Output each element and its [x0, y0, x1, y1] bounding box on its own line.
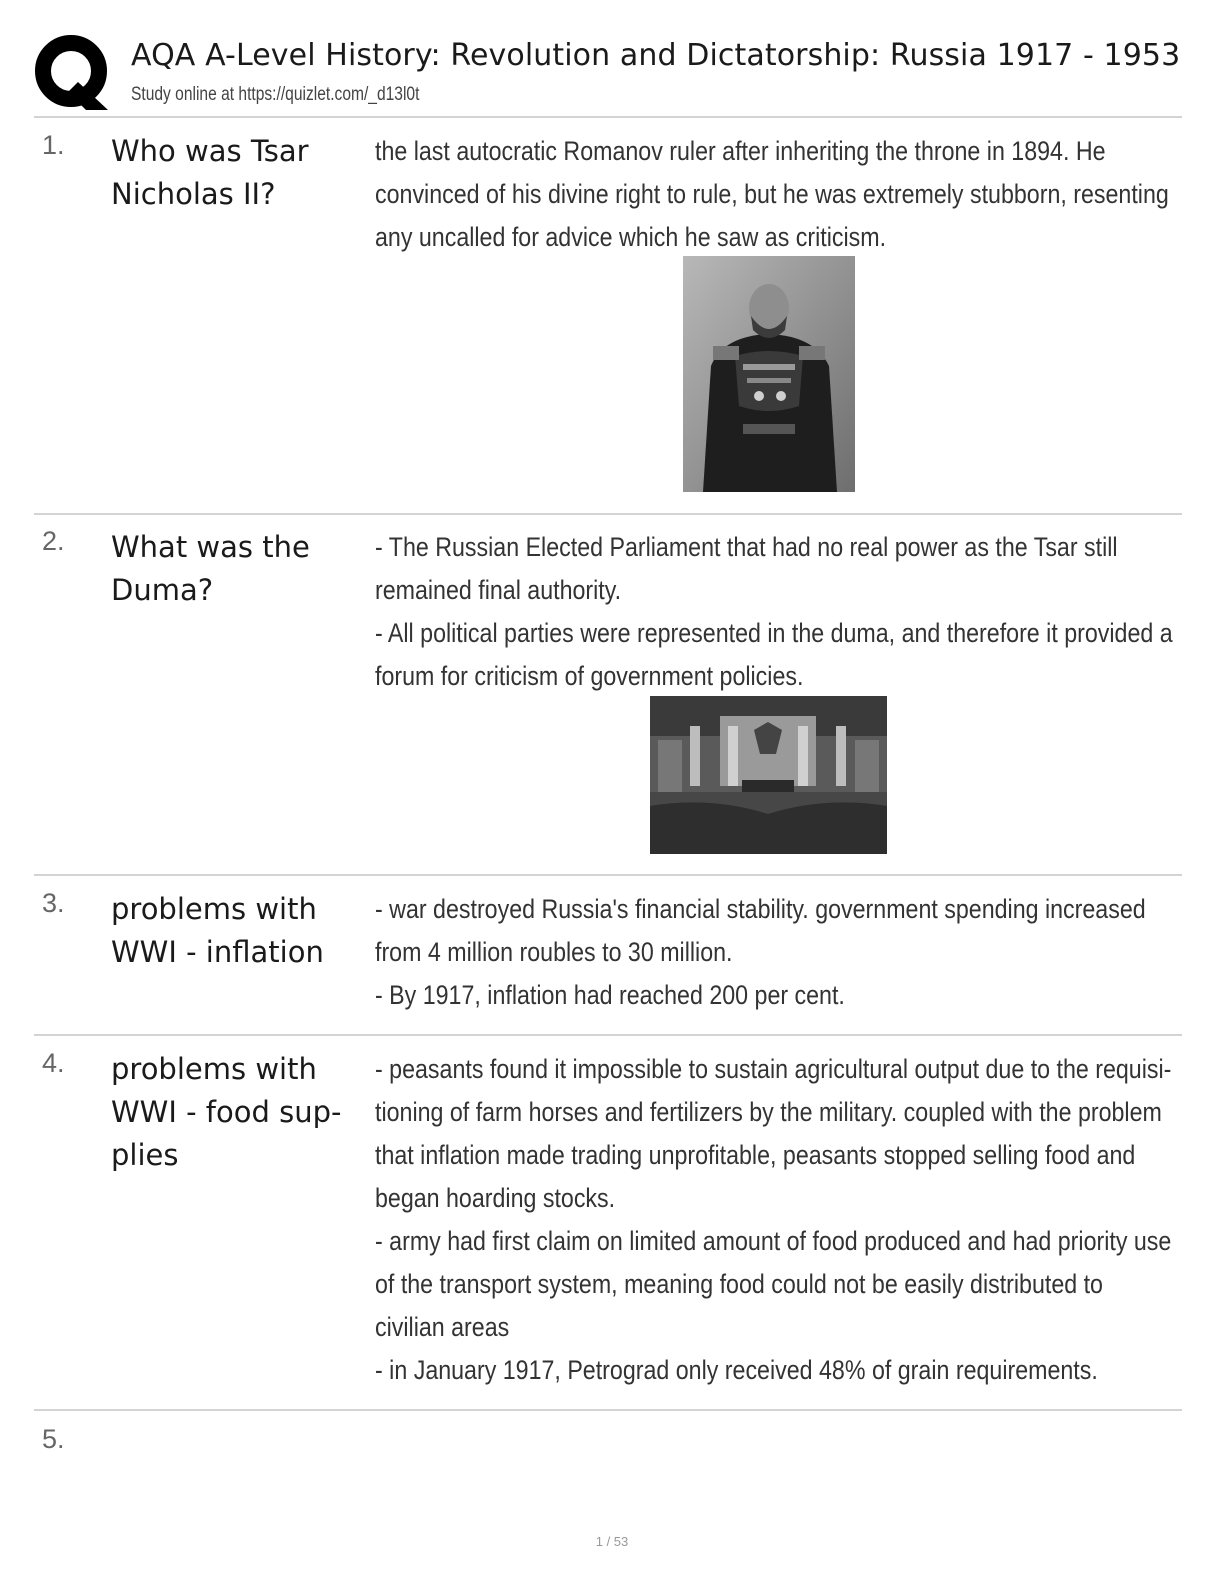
card-definition — [375, 526, 1175, 698]
definition-line: - army had first claim on limited amount of food produced and had priority use of the transport system, meaning food could not be easily distributed to civilian areas — [375, 1226, 1172, 1342]
definition-line: - By 1917, inflation had reached 200 per cent. — [375, 980, 845, 1010]
card-term: problems with WWI - inflation — [111, 892, 324, 969]
divider — [34, 116, 1182, 118]
card-definition — [375, 888, 1175, 1017]
definition-line: - The Russian Elected Parliament that had no real power as the Tsar still remained final authority. — [375, 532, 1118, 605]
card-number: 4. — [42, 1048, 65, 1078]
definition-line: - in January 1917, Petrograd only received 48% of grain requirements. — [375, 1355, 1098, 1385]
card-number: 3. — [42, 888, 65, 918]
duma-hall-photo — [650, 696, 887, 854]
card-number: 5. — [42, 1424, 65, 1454]
card-term: What was the Duma? — [111, 530, 310, 607]
card-term: Who was Tsar Nicholas II? — [111, 134, 309, 211]
divider — [34, 1409, 1182, 1411]
definition-line: - peasants found it impossible to sustain agricultural output due to the requisi-tioning of farm horses and fertilizers by the military. coupled with the problem that inflation made trading unprofitable, peasants stopped selling food and began hoarding stocks. — [375, 1054, 1172, 1213]
header — [34, 32, 1184, 116]
quizlet-logo-icon — [34, 34, 112, 112]
divider — [34, 874, 1182, 876]
study-online-link[interactable]: Study online at https://quizlet.com/_d13l0t — [131, 84, 420, 105]
divider — [34, 1034, 1182, 1036]
definition-line: - war destroyed Russia's financial stability. government spending increased from 4 million roubles to 30 million. — [375, 894, 1146, 967]
divider — [34, 513, 1182, 515]
definition-line: the last autocratic Romanov ruler after inheriting the throne in 1894. He convinced of his divine right to rule, but he was extremely stubborn, resenting any uncalled for advice which he saw as criticism. — [375, 136, 1169, 252]
card-number: 1. — [42, 130, 65, 160]
tsar-portrait-photo — [683, 256, 855, 492]
card-definition — [375, 130, 1175, 259]
page-title: AQA A-Level History: Revolution and Dictatorship: Russia 1917 - 1953 — [131, 38, 1181, 73]
card-number: 2. — [42, 526, 65, 556]
card-term: problems with WWI - food sup-plies — [111, 1052, 342, 1172]
definition-line: - All political parties were represented in the duma, and therefore it provided a forum for criticism of government policies. — [375, 618, 1173, 691]
page-number: 1 / 53 — [595, 1534, 629, 1549]
card-definition — [375, 1048, 1175, 1392]
